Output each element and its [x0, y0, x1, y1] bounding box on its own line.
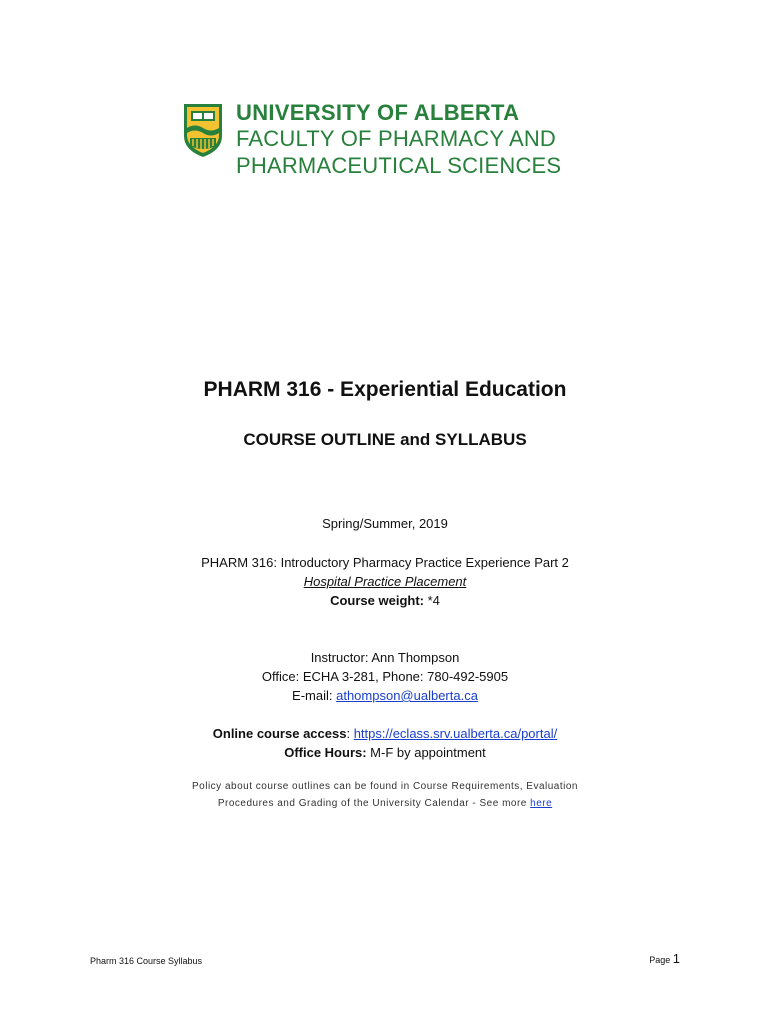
- online-access-sep: :: [346, 726, 354, 741]
- document-title: PHARM 316 - Experiential Education: [203, 378, 567, 401]
- policy-note-text: Procedures and Grading of the University Calendar - See more: [217, 798, 531, 809]
- course-description: PHARM 316: Introductory Pharmacy Practice Experience Part 2: [201, 555, 569, 570]
- course-weight: [0, 593, 770, 608]
- page-number: 1: [672, 951, 680, 966]
- page-label: Page: [649, 955, 673, 965]
- university-crest-icon: [182, 102, 224, 158]
- university-logo: [182, 102, 582, 186]
- course-weight-label: Course weight:: [330, 593, 424, 608]
- logo-wordmark: [236, 102, 561, 182]
- course-weight-value: *4: [424, 593, 440, 608]
- placement-type: Hospital Practice Placement: [303, 574, 467, 589]
- document-subtitle: COURSE OUTLINE and SYLLABUS: [243, 430, 527, 449]
- university-name: UNIVERSITY OF ALBERTA: [236, 100, 520, 125]
- policy-note-line1: Policy about course outlines can be found in Course Requirements, Evaluation: [192, 781, 578, 792]
- online-access-link[interactable]: https://eclass.srv.ualberta.ca/portal/: [353, 726, 558, 741]
- office-hours-value: M-F by appointment: [366, 745, 486, 760]
- footer-title: Pharm 316 Course Syllabus: [90, 956, 203, 966]
- policy-here-link[interactable]: here: [530, 798, 553, 809]
- office-hours-label: Office Hours:: [284, 745, 367, 760]
- online-access-label: Online course access: [212, 726, 347, 741]
- office-hours: [0, 745, 770, 760]
- email-link[interactable]: athompson@ualberta.ca: [336, 688, 478, 703]
- office-info: Office: ECHA 3-281, Phone: 780-492-5905: [261, 669, 509, 684]
- online-access: [0, 726, 770, 741]
- faculty-name-line1: FACULTY OF PHARMACY AND: [236, 126, 557, 151]
- instructor: Instructor: Ann Thompson: [310, 650, 460, 665]
- footer-page: [649, 951, 680, 966]
- email-line: [0, 688, 770, 703]
- faculty-name-line2: PHARMACEUTICAL SCIENCES: [236, 153, 562, 178]
- term: Spring/Summer, 2019: [322, 516, 448, 531]
- policy-note-line2: [0, 798, 770, 809]
- email-label: E-mail:: [292, 688, 337, 703]
